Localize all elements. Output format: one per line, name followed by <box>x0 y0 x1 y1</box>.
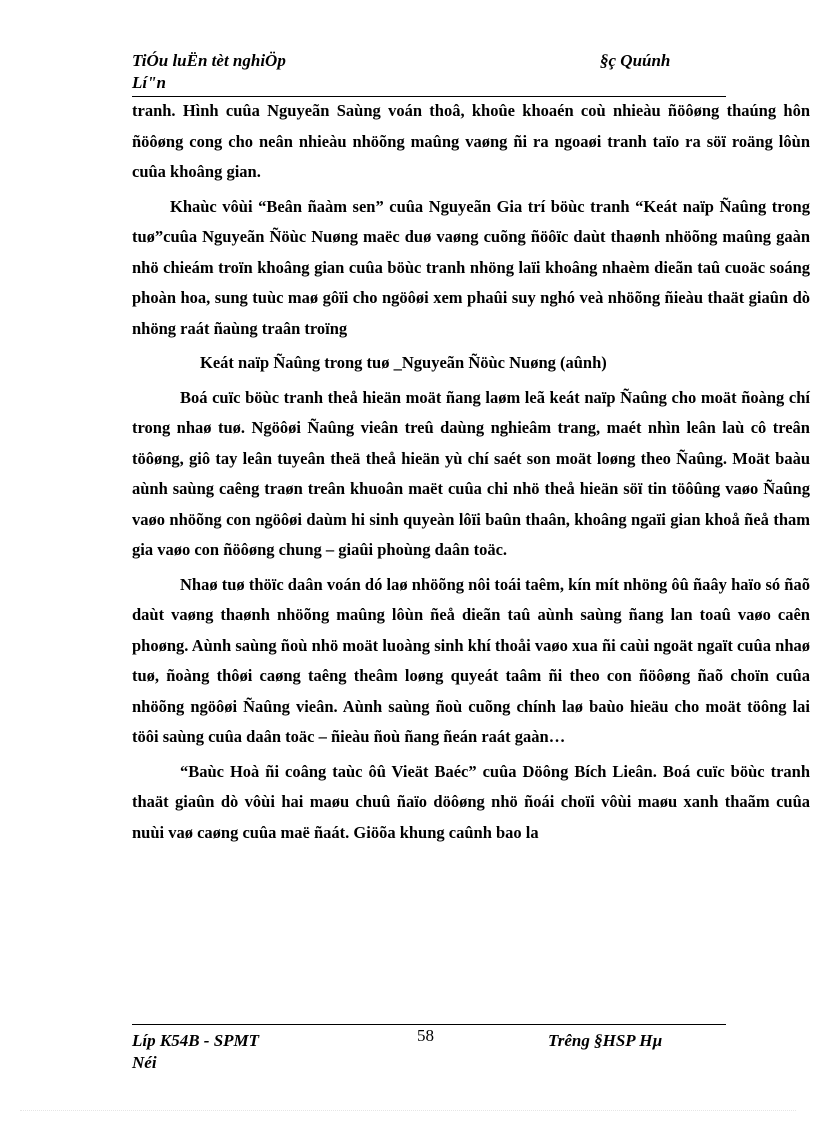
paragraph-5: “Baùc Hoà ñi coâng taùc ôû Vieät Baéc” cuûa Döông Bích Lieân. Boá cuïc böùc tranh thaät giaûn dò vôùi hai maøu chuû ñaïo döôøng nhö ñoái choïi vôùi maøu xanh thaãm cuûa nuùi vaø caøng cuûa maë ñaát. Giöõa khung caûnh bao la <box>132 761 810 842</box>
bottom-dotted-line <box>20 1110 796 1111</box>
header-author: §ç Quúnh <box>600 51 671 70</box>
footer-left-line1: Líp K54B - SPMT <box>132 1031 260 1050</box>
header-left-line2: Lí"n <box>132 73 166 92</box>
footer-left-line2: Néi <box>132 1053 157 1072</box>
image-caption: Keát naïp Ñaûng trong tuø _Nguyeãn Ñöùc Nuøng (aûnh) <box>200 353 607 372</box>
paragraph-4: Nhaø tuø thöïc daân voán dó laø nhöõng nôi toái taêm, kín mít nhöng ôû ñaây haïo só ñaõ daùt vaøng thaønh nhöõng maûng lôùn ñeå dieãn taû aùnh saùng ñang lan toaû vaøo caên phoøng. Aùnh saùng ñoù nhö moät luoàng sinh khí thoåi vaøo xua ñi caùi ngoät ngaït cuûa nhaø tuø, ñoàng thôøi caøng taêng theâm loøng quyeát taâm ñi theo con ñöôøng ñaõ choïn cuûa nhöõng ngöôøi Ñaûng vieân. Aùnh saùng ñoù cuõng chính laø baùo hieäu cho moät töông lai töôi saùng cuûa daân toäc – ñieàu ñoù ñang ñeán raát gaàn… <box>132 574 810 746</box>
footer-rule <box>132 1024 726 1025</box>
paragraph-1: tranh. Hình cuûa Nguyeãn Saùng voán thoâ, khoûe khoaén coù nhieàu ñöôøng thaúng hôn ñöôøng cong cho neân nhieàu nhöõng maûng vaøng ñi ra ngoaøi tranh taïo ra söï roäng lôùn cuûa khoâng gian. <box>132 101 810 181</box>
page-number: 58 <box>417 1026 434 1045</box>
page-header <box>132 50 726 96</box>
page-footer <box>132 1024 726 1072</box>
header-left <box>132 50 392 94</box>
footer-right: Trêng §HSP Hµ <box>548 1031 663 1050</box>
footer-left <box>132 1030 332 1074</box>
paragraph-2: Khaùc vôùi “Beân ñaàm sen” cuûa Nguyeãn Gia trí böùc tranh “Keát naïp Ñaûng trong tuø”cuûa Nguyeãn Ñöùc Nuøng maëc duø vaøng cuõng ñöôïc daùt thaønh nhöõng maûng gaàn nhö chieám troïn khoâng gian cuûa böùc tranh nhöng laïi khoâng nhaèm dieãn taû cuoäc soáng phoàn hoa, sung tuùc maø gôïi cho ngöôøi xem phaûi suy nghó veà nhöõng ñieàu thaät giaûn dò nhöng raát ñaùng traân troïng <box>132 196 810 338</box>
header-left-line1: TiÓu luËn tèt nghiÖp <box>132 51 286 70</box>
paragraph-3: Boá cuïc böùc tranh theå hieän moät ñang laøm leã keát naïp Ñaûng cho moät ñoàng chí trong nhaø tuø. Ngöôøi Ñaûng vieân treû daùng nghieâm trang, maét nhìn leân laù cô treân töôøng, giô tay leân tuyeân theä theå hieän yù chí saét son moät loøng theo Ñaûng. Moät baàu aùnh saùng caêng traøn treân khuoân maët cuûa chi nhö theå hieän söï tin töôûng vaøo Ñaûng vaøo nhöõng con ngöôøi daùm hi sinh quyeàn lôïi baûn thaân, khoâng ngaïi gian khoå ñeå tham gia vaøo con ñöôøng chung – giaûi phoùng daân toäc. <box>132 387 810 559</box>
document-body <box>132 96 810 848</box>
